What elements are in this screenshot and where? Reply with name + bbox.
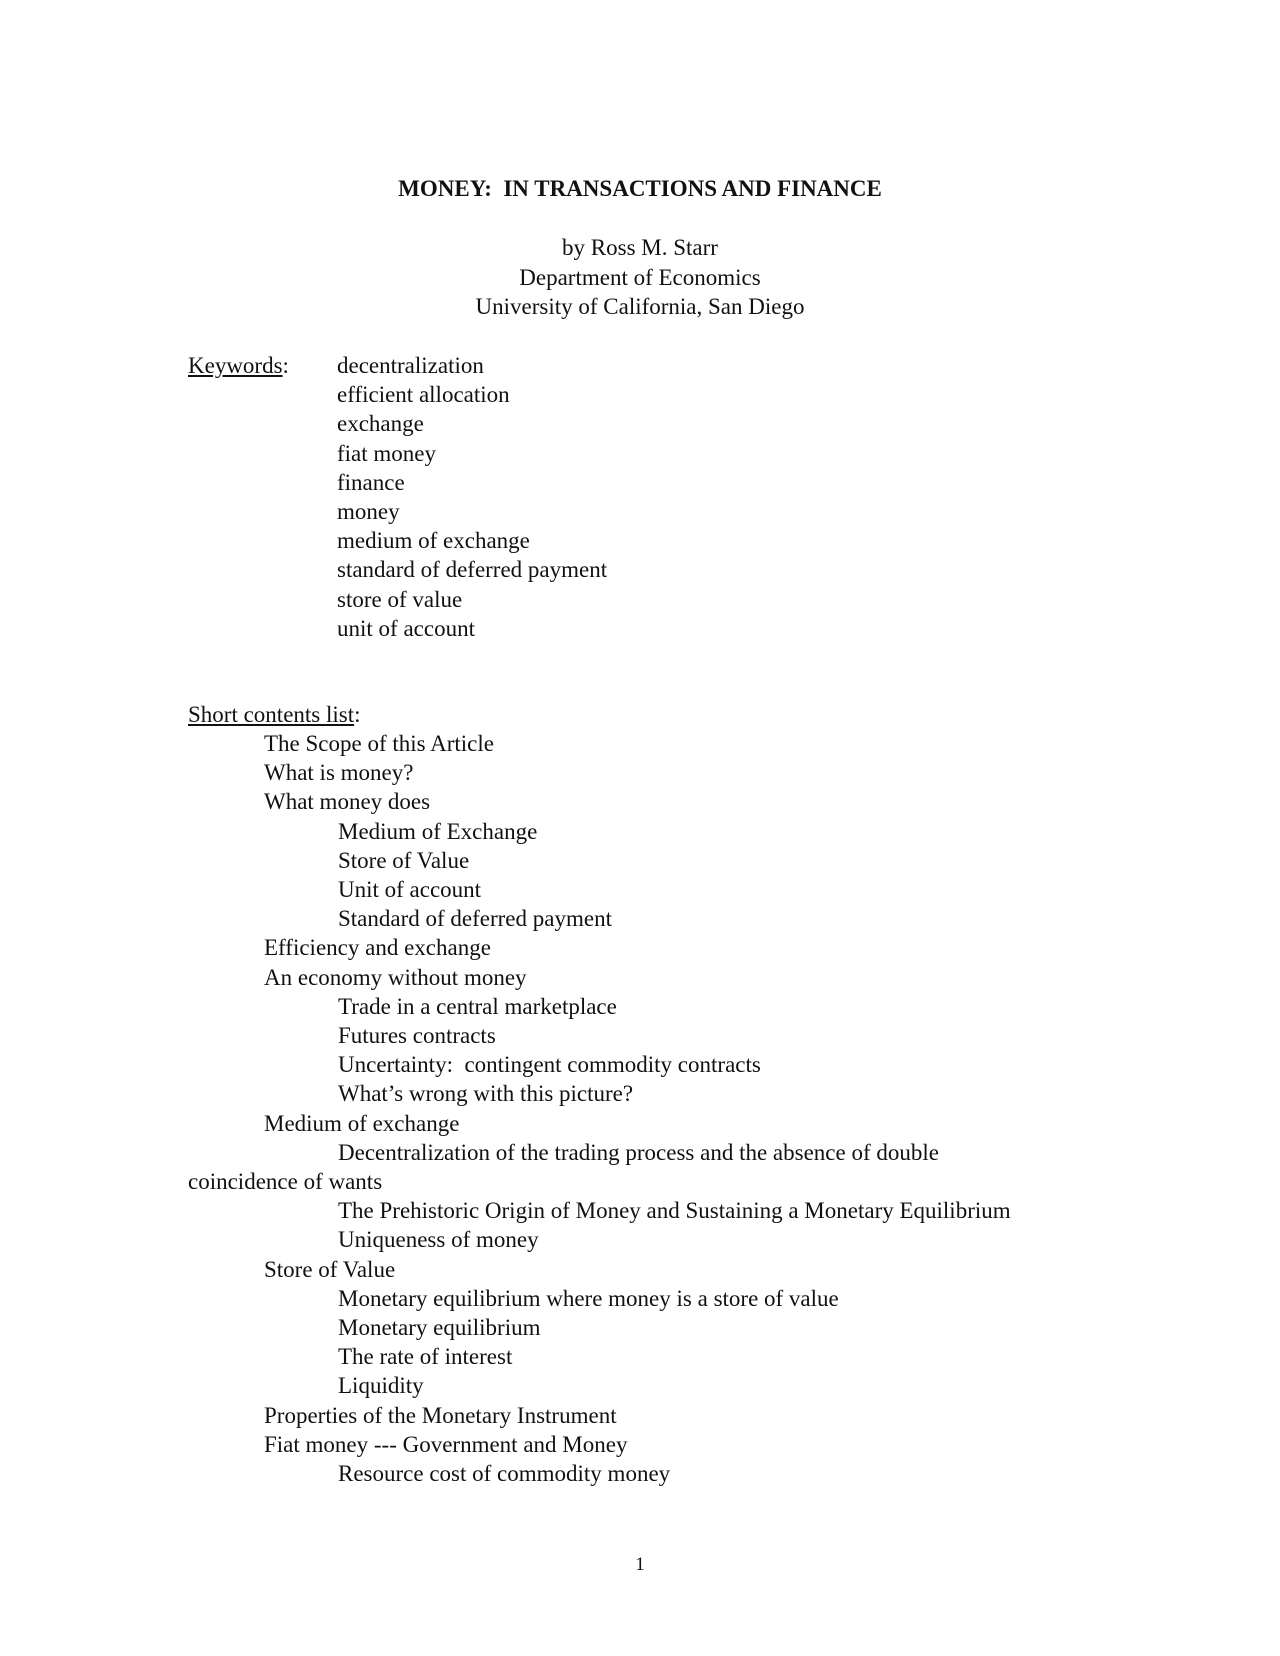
university-line: University of California, San Diego — [475, 294, 805, 319]
keywords-heading — [188, 351, 289, 380]
department-line: Department of Economics — [519, 264, 761, 290]
keyword-item: fiat money — [337, 440, 436, 466]
keyword-item: money — [337, 499, 400, 525]
keyword-item: medium of exchange — [337, 528, 530, 554]
keywords-colon: : — [282, 353, 289, 378]
keyword-item: unit of account — [337, 615, 475, 641]
contents-subitem: Decentralization of the trading process and the absence of double — [338, 1139, 939, 1165]
contents-item: Medium of exchange — [264, 1110, 460, 1136]
contents-subitem: Monetary equilibrium — [338, 1315, 541, 1341]
contents-subitem: Monetary equilibrium where money is a store of value — [338, 1285, 839, 1311]
contents-subitem: Uniqueness of money — [338, 1227, 539, 1253]
contents-subitem: The rate of interest — [338, 1344, 513, 1370]
keyword-item: decentralization — [337, 353, 484, 378]
contents-colon: : — [354, 702, 361, 727]
contents-subitem: Standard of deferred payment — [338, 906, 612, 932]
keywords-list — [337, 351, 607, 643]
contents-subitem: What’s wrong with this picture? — [338, 1081, 634, 1107]
contents-item: What is money? — [264, 760, 414, 786]
contents-item: What money does — [264, 789, 431, 815]
contents-subitem: Uncertainty: contingent commodity contracts — [338, 1052, 761, 1078]
contents-subitem: Unit of account — [338, 877, 482, 903]
contents-subitem: The Prehistoric Origin of Money and Sustaining a Monetary Equilibrium — [338, 1198, 1011, 1224]
contents-heading — [188, 700, 361, 729]
contents-subitem: Futures contracts — [338, 1023, 496, 1049]
contents-subitem-wrap: coincidence of wants — [188, 1169, 383, 1195]
keyword-item: efficient allocation — [337, 382, 510, 408]
contents-item: Fiat money --- Government and Money — [264, 1431, 628, 1457]
contents-list — [188, 729, 1108, 1488]
author-line: by Ross M. Starr — [562, 235, 718, 260]
contents-subitem: Resource cost of commodity money — [338, 1461, 671, 1487]
document-title: MONEY: IN TRANSACTIONS AND FINANCE — [398, 176, 882, 201]
contents-item: An economy without money — [264, 964, 527, 990]
contents-item: The Scope of this Article — [264, 731, 494, 756]
keyword-item: standard of deferred payment — [337, 557, 608, 583]
keyword-item: store of value — [337, 586, 463, 612]
keyword-item: exchange — [337, 411, 424, 437]
contents-label: Short contents list — [188, 702, 355, 727]
contents-item: Properties of the Monetary Instrument — [264, 1402, 617, 1428]
keyword-item: finance — [337, 469, 405, 495]
contents-item: Store of Value — [264, 1256, 396, 1282]
contents-item: Efficiency and exchange — [264, 935, 491, 961]
contents-subitem: Store of Value — [338, 847, 470, 873]
byline — [0, 233, 1280, 322]
keywords-label: Keywords — [188, 353, 283, 378]
contents-subitem: Medium of Exchange — [338, 818, 538, 844]
page-number: 1 — [635, 1554, 645, 1575]
contents-subitem: Trade in a central marketplace — [338, 993, 617, 1019]
contents-subitem: Liquidity — [338, 1373, 424, 1399]
